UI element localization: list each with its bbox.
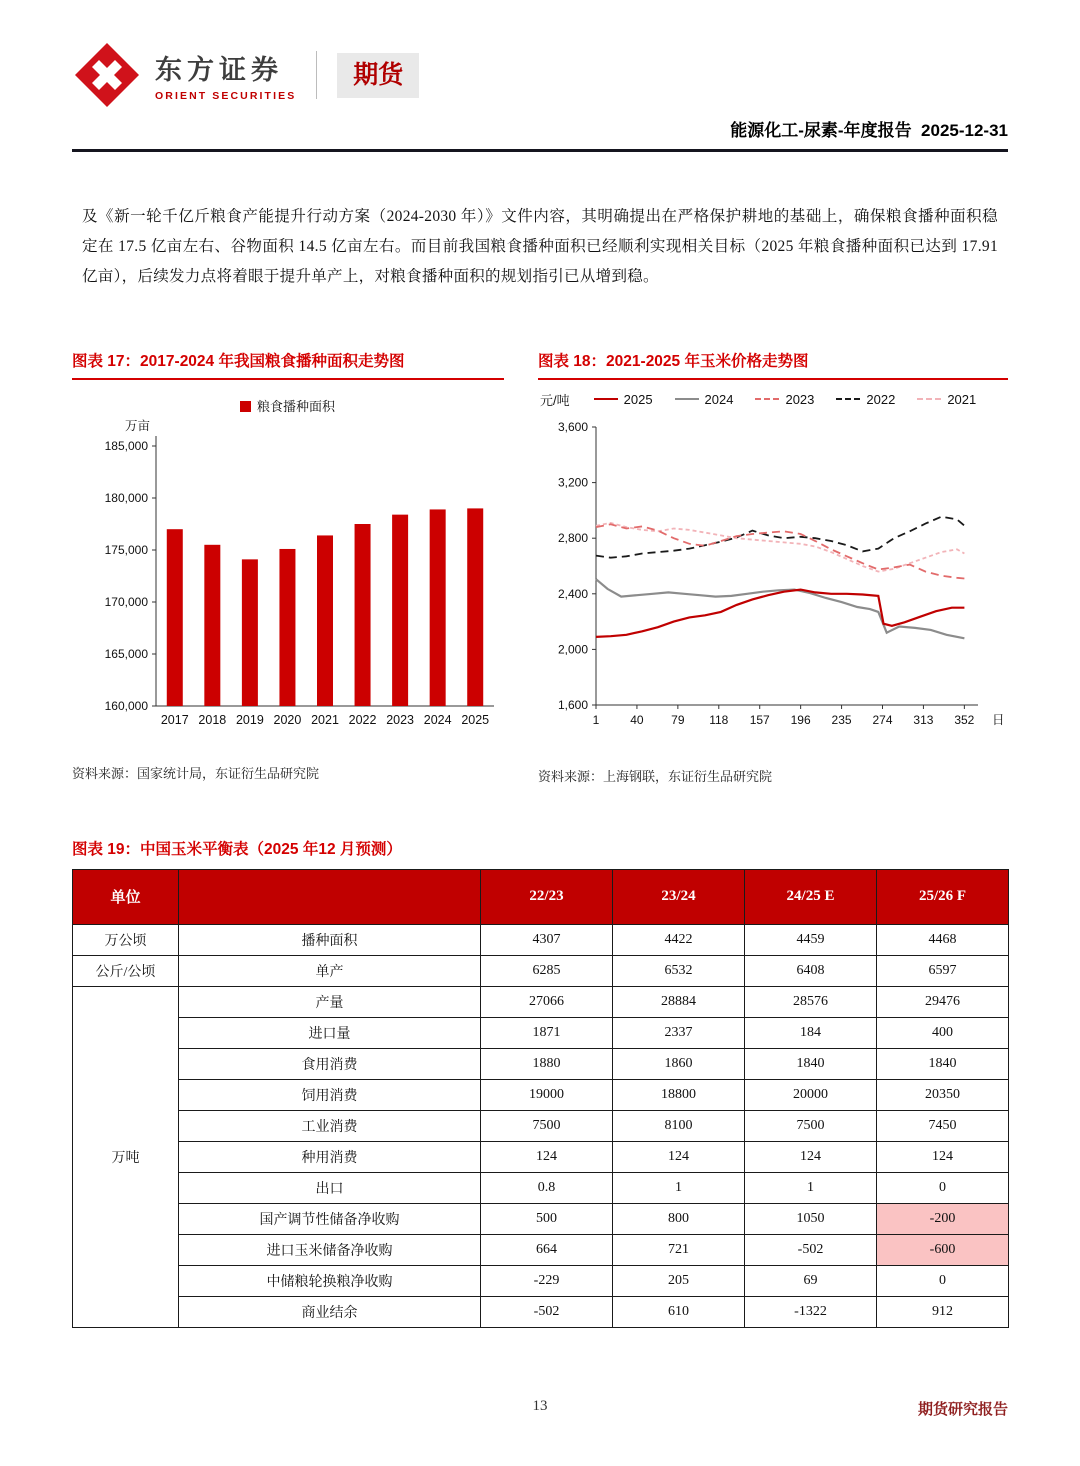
series-line-2025 — [596, 589, 964, 636]
table-row — [73, 1017, 1009, 1048]
unit-cell: 万吨 — [73, 986, 179, 1327]
footer-report-type: 期货研究报告 — [917, 1401, 1008, 1418]
header-rule — [72, 149, 1008, 152]
figure-19 — [72, 837, 1008, 1328]
bar-2019 — [242, 559, 258, 706]
legend-label: 2023 — [785, 391, 815, 407]
page-header — [72, 38, 1008, 152]
legend-swatch — [240, 401, 251, 412]
x-tick-label: 1 — [592, 712, 600, 727]
table-row — [73, 1079, 1009, 1110]
value-cell: 1 — [613, 1172, 745, 1203]
value-cell: 721 — [613, 1234, 745, 1265]
brand-text — [155, 48, 296, 102]
value-cell: 4468 — [877, 924, 1009, 955]
column-header: 25/26 F — [877, 869, 1009, 924]
value-cell: 400 — [877, 1017, 1009, 1048]
bar-2020 — [279, 549, 295, 706]
unit-cell: 万公顷 — [73, 924, 179, 955]
value-cell: 6285 — [481, 955, 613, 986]
item-cell: 进口量 — [179, 1017, 481, 1048]
legend-swatch — [594, 398, 618, 400]
value-cell: 1871 — [481, 1017, 613, 1048]
value-cell: -502 — [745, 1234, 877, 1265]
report-category: 能源化工-尿素-年度报告 — [730, 121, 912, 140]
y-tick-label: 3,200 — [557, 475, 588, 490]
table-row — [73, 1048, 1009, 1079]
x-tick-label: 2019 — [235, 712, 264, 727]
value-cell: 1880 — [481, 1048, 613, 1079]
y-tick-label: 2,400 — [557, 586, 588, 601]
item-cell: 饲用消费 — [179, 1079, 481, 1110]
value-cell: 124 — [613, 1141, 745, 1172]
column-header: 24/25 E — [745, 869, 877, 924]
page-footer — [72, 1398, 1008, 1420]
item-cell: 出口 — [179, 1172, 481, 1203]
table-row — [73, 1265, 1009, 1296]
series-line-2022 — [596, 516, 964, 557]
value-cell: 124 — [877, 1141, 1009, 1172]
y-tick-label: 165,000 — [104, 646, 148, 661]
value-cell: 7500 — [481, 1110, 613, 1141]
figure-19-title: 图表 19：中国玉米平衡表（2025 年12 月预测） — [72, 840, 402, 858]
x-tick-label: 2018 — [198, 712, 227, 727]
item-cell: 播种面积 — [179, 924, 481, 955]
legend-label: 2021 — [947, 391, 977, 407]
value-cell: 0.8 — [481, 1172, 613, 1203]
y-axis-unit-label: 元/吨 — [540, 392, 570, 408]
value-cell: 1860 — [613, 1048, 745, 1079]
x-tick-label: 2022 — [348, 712, 377, 727]
table-row — [73, 1296, 1009, 1327]
y-tick-label: 2,000 — [557, 642, 588, 657]
item-cell: 单产 — [179, 955, 481, 986]
x-tick-label: 2025 — [461, 712, 490, 727]
y-tick-label: 160,000 — [104, 698, 148, 713]
legend-item-2021 — [917, 392, 976, 407]
brand-name-cn: 东方证券 — [155, 55, 283, 85]
value-cell: 7500 — [745, 1110, 877, 1141]
value-cell: 28576 — [745, 986, 877, 1017]
corn-price-line-chart — [538, 413, 1008, 753]
value-cell: 664 — [481, 1234, 613, 1265]
legend-label: 2024 — [704, 391, 734, 407]
table-row — [73, 1172, 1009, 1203]
brand-divider — [316, 51, 317, 99]
unit-cell: 公斤/公顷 — [73, 955, 179, 986]
value-cell: 20350 — [877, 1079, 1009, 1110]
x-axis-unit-label: 日 — [992, 712, 1005, 727]
legend-label: 2025 — [623, 391, 653, 407]
item-cell: 产量 — [179, 986, 481, 1017]
column-header — [179, 869, 481, 924]
x-tick-label: 79 — [671, 712, 685, 727]
value-cell: -502 — [481, 1296, 613, 1327]
body-paragraph: 及《新一轮千亿斤粮食产能提升行动方案（2024-2030 年）》文件内容，其明确提出在严格保护耕地的基础上，确保粮食播种面积稳定在 17.5 亿亩左右、谷物面积 14.5 亿亩左右。而目前我国粮食播种面积已经顺利实现相关目标（2025 年粮食播种面积已达到 17.91 亿亩），后续发力点将着眼于提升单产上，对粮食播种面积的规划指引已从增到稳。 — [82, 208, 998, 286]
y-tick-label: 1,600 — [557, 697, 588, 712]
x-tick-label: 40 — [630, 712, 644, 727]
bar-2021 — [317, 535, 333, 706]
table-row — [73, 924, 1009, 955]
y-tick-label: 2,800 — [557, 530, 588, 545]
x-tick-label: 235 — [831, 712, 852, 727]
table-row — [73, 1234, 1009, 1265]
value-cell: 0 — [877, 1265, 1009, 1296]
item-cell: 工业消费 — [179, 1110, 481, 1141]
value-cell: 1840 — [877, 1048, 1009, 1079]
figure-17-source: 资料来源：国家统计局，东证衍生品研究院 — [72, 765, 320, 781]
value-cell: 7450 — [877, 1110, 1009, 1141]
value-cell: 912 — [877, 1296, 1009, 1327]
table-row — [73, 955, 1009, 986]
report-title-line — [72, 116, 1008, 141]
value-cell: 4307 — [481, 924, 613, 955]
table-row — [73, 1141, 1009, 1172]
value-cell: -600 — [877, 1234, 1009, 1265]
value-cell: 124 — [481, 1141, 613, 1172]
line-chart-legend — [540, 390, 1008, 409]
item-cell: 种用消费 — [179, 1141, 481, 1172]
value-cell: 124 — [745, 1141, 877, 1172]
x-tick-label: 274 — [872, 712, 893, 727]
unit-label: 万亩 — [124, 418, 150, 433]
table-header-row — [73, 869, 1009, 924]
page-number: 13 — [532, 1398, 548, 1414]
figure-18-title: 图表 18：2021-2025 年玉米价格走势图 — [538, 349, 1008, 380]
x-tick-label: 2020 — [273, 712, 302, 727]
item-cell: 国产调节性储备净收购 — [179, 1203, 481, 1234]
figure-17 — [72, 349, 504, 785]
report-date: 2025-12-31 — [921, 121, 1008, 140]
value-cell: -200 — [877, 1203, 1009, 1234]
value-cell: 8100 — [613, 1110, 745, 1141]
legend-label: 2022 — [866, 391, 896, 407]
legend-item-2025 — [594, 392, 653, 407]
table-row — [73, 1203, 1009, 1234]
bar-2024 — [430, 509, 446, 706]
y-tick-label: 170,000 — [104, 594, 148, 609]
brand-name-en: ORIENT SECURITIES — [155, 90, 297, 102]
value-cell: 610 — [613, 1296, 745, 1327]
x-tick-label: 2024 — [423, 712, 452, 727]
value-cell: 20000 — [745, 1079, 877, 1110]
value-cell: 27066 — [481, 986, 613, 1017]
legend-item-2023 — [755, 392, 814, 407]
bar-2023 — [392, 514, 408, 705]
bar-2018 — [204, 544, 220, 705]
y-tick-label: 180,000 — [104, 490, 148, 505]
y-tick-label: 3,600 — [557, 419, 588, 434]
item-cell: 进口玉米储备净收购 — [179, 1234, 481, 1265]
value-cell: 184 — [745, 1017, 877, 1048]
x-tick-label: 157 — [749, 712, 770, 727]
bar-2022 — [355, 524, 371, 706]
value-cell: 1840 — [745, 1048, 877, 1079]
value-cell: 205 — [613, 1265, 745, 1296]
value-cell: 500 — [481, 1203, 613, 1234]
legend-item-2022 — [836, 392, 895, 407]
legend-swatch — [755, 398, 779, 400]
x-tick-label: 313 — [913, 712, 934, 727]
figures-row — [72, 349, 1008, 785]
futures-badge: 期货 — [337, 53, 419, 98]
column-header: 单位 — [73, 869, 179, 924]
item-cell: 中储粮轮换粮净收购 — [179, 1265, 481, 1296]
brand-row — [72, 38, 1008, 112]
legend-swatch — [836, 398, 860, 400]
x-tick-label: 2017 — [160, 712, 189, 727]
legend-swatch — [917, 398, 941, 400]
table-row — [73, 986, 1009, 1017]
value-cell: 19000 — [481, 1079, 613, 1110]
value-cell: -229 — [481, 1265, 613, 1296]
value-cell: 29476 — [877, 986, 1009, 1017]
value-cell: 1 — [745, 1172, 877, 1203]
value-cell: 1050 — [745, 1203, 877, 1234]
corn-balance-table — [72, 869, 1009, 1328]
value-cell: 6597 — [877, 955, 1009, 986]
y-tick-label: 175,000 — [104, 542, 148, 557]
x-tick-label: 352 — [954, 712, 975, 727]
x-tick-label: 196 — [790, 712, 811, 727]
value-cell: 4422 — [613, 924, 745, 955]
series-line-2023 — [596, 524, 964, 578]
value-cell: 18800 — [613, 1079, 745, 1110]
x-tick-label: 118 — [709, 712, 729, 727]
value-cell: 2337 — [613, 1017, 745, 1048]
legend-item-2024 — [675, 392, 734, 407]
figure-18 — [538, 349, 1008, 785]
value-cell: 6408 — [745, 955, 877, 986]
orient-securities-logo — [72, 40, 142, 110]
value-cell: -1322 — [745, 1296, 877, 1327]
value-cell: 0 — [877, 1172, 1009, 1203]
value-cell: 6532 — [613, 955, 745, 986]
item-cell: 食用消费 — [179, 1048, 481, 1079]
bar-2025 — [467, 508, 483, 706]
y-tick-label: 185,000 — [104, 438, 148, 453]
logo-diamond-icon — [72, 40, 142, 110]
x-tick-label: 2021 — [311, 712, 339, 727]
figure-17-title: 图表 17：2017-2024 年我国粮食播种面积走势图 — [72, 349, 504, 380]
value-cell: 69 — [745, 1265, 877, 1296]
value-cell: 28884 — [613, 986, 745, 1017]
table-row — [73, 1110, 1009, 1141]
value-cell: 4459 — [745, 924, 877, 955]
item-cell: 商业结余 — [179, 1296, 481, 1327]
x-tick-label: 2023 — [386, 712, 415, 727]
column-header: 23/24 — [613, 869, 745, 924]
bar-2017 — [167, 529, 183, 706]
grain-area-bar-chart — [72, 390, 504, 750]
figure-18-source: 资料来源：上海钢联，东证衍生品研究院 — [538, 768, 773, 784]
legend-swatch — [675, 398, 699, 400]
legend-label: 粮食播种面积 — [257, 398, 336, 414]
value-cell: 800 — [613, 1203, 745, 1234]
column-header: 22/23 — [481, 869, 613, 924]
